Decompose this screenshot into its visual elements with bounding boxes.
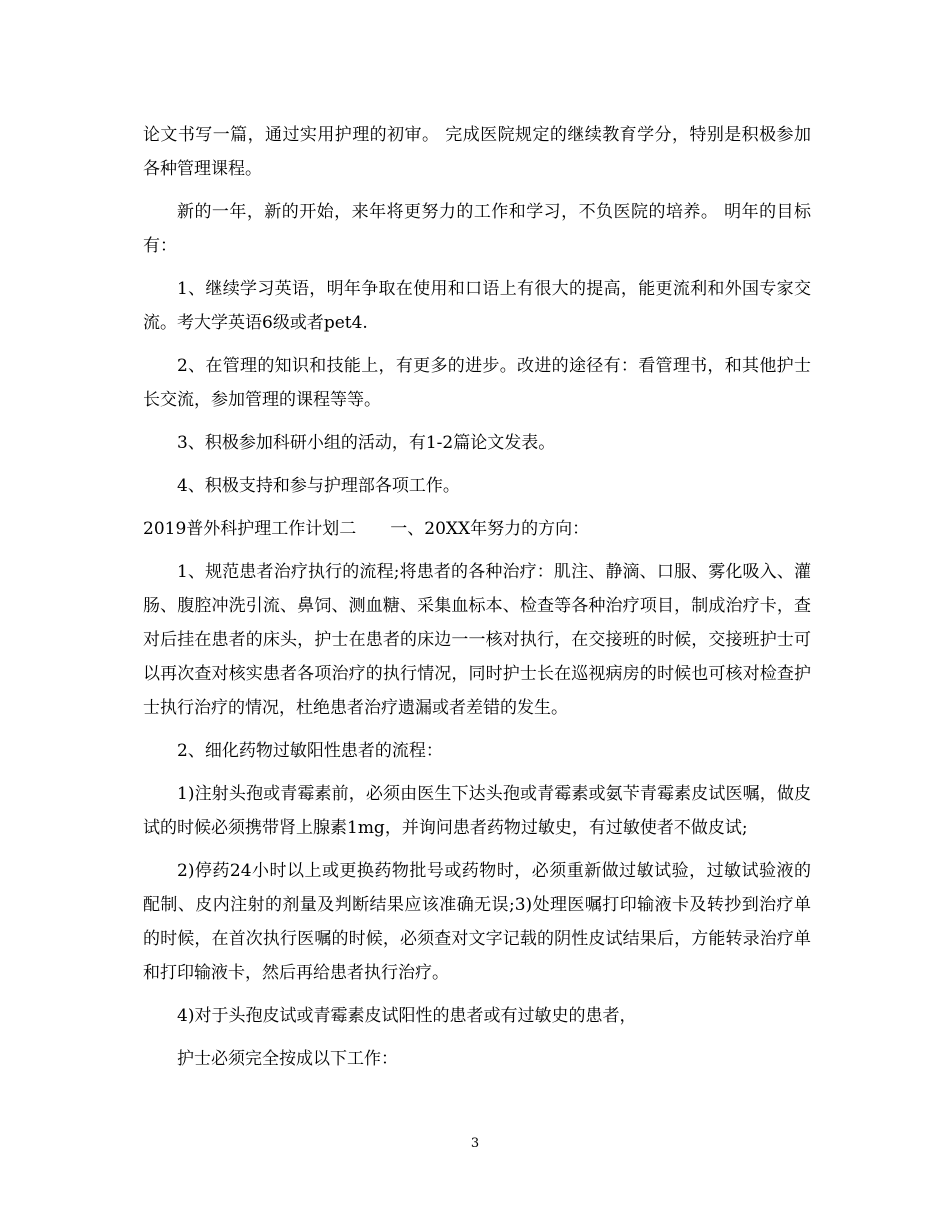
paragraph-goal-2: 2、在管理的知识和技能上，有更多的进步。改进的途径有：看管理书，和其他护士长交流，参加管理的课程等等。 <box>143 356 811 410</box>
paragraph-allergy-step-2: 2)停药24小时以上或更换药物批号或药物时，必须重新做过敏试验，过敏试验液的配制、皮内注射的剂量及判断结果应该准确无误;3)处理医嘱打印输液卡及转抄到治疗单的时候，在首次执行医嘱的时候，必须查对文字记载的阴性皮试结果后，方能转录治疗单和打印输液卡，然后再给患者执行治疗。 <box>143 861 811 983</box>
paragraph-allergy-step-1: 1)注射头孢或青霉素前，必须由医生下达头孢或青霉素或氨苄青霉素皮试医嘱，做皮试的时候必须携带肾上腺素1mg，并询问患者药物过敏史，有过敏使者不做皮试; <box>143 784 811 838</box>
paragraph-new-year: 新的一年，新的开始，来年将更努力的工作和学习，不负医院的培养。 明年的目标有： <box>143 202 811 256</box>
paragraph-goal-1: 1、继续学习英语，明年争取在使用和口语上有很大的提高，能更流利和外国专家交流。考大学英语6级或者pet4. <box>143 279 811 333</box>
section-heading: 2019普外科护理工作计划二 一、20XX年努力的方向： <box>143 519 590 539</box>
paragraph-goal-3: 3、积极参加科研小组的活动，有1-2篇论文发表。 <box>177 433 556 453</box>
paragraph-nurse-duties: 护士必须完全按成以下工作： <box>177 1049 398 1069</box>
document-body <box>143 118 811 1085</box>
paragraph-continuation: 论文书写一篇，通过实用护理的初审。 完成医院规定的继续教育学分，特别是积极参加各种管理课程。 <box>143 125 811 179</box>
page-number: 3 <box>470 1136 480 1151</box>
paragraph-allergy-flow: 2、细化药物过敏阳性患者的流程： <box>177 741 443 761</box>
paragraph-treatment-flow: 1、规范患者治疗执行的流程;将患者的各种治疗：肌注、静滴、口服、雾化吸入、灌肠、腹腔冲洗引流、鼻饲、测血糖、采集血标本、检查等各种治疗项目，制成治疗卡，查对后挂在患者的床头，护士在患者的床边一一核对执行，在交接班的时候，交接班护士可以再次查对核实患者各项治疗的执行情况，同时护士长在巡视病房的时候也可核对检查护士执行治疗的情况，杜绝患者治疗遗漏或者差错的发生。 <box>143 562 811 718</box>
paragraph-goal-4: 4、积极支持和参与护理部各项工作。 <box>177 476 460 496</box>
paragraph-allergy-step-4: 4)对于头孢皮试或青霉素皮试阳性的患者或有过敏史的患者， <box>177 1006 637 1026</box>
